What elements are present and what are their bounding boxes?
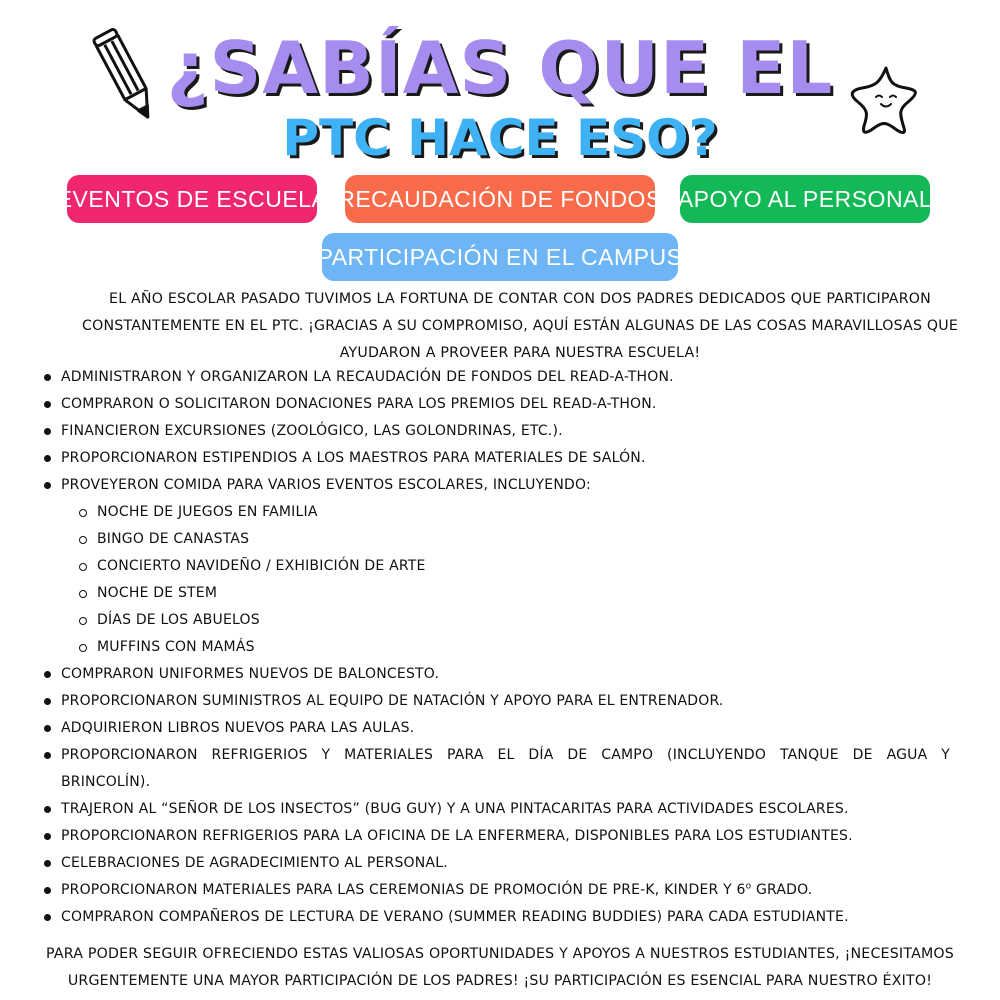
list-item: ADQUIRIERON LIBROS NUEVOS PARA LAS AULAS. [40, 715, 950, 742]
bullet-icon [44, 806, 51, 813]
list-item: ADMINISTRARON Y ORGANIZARON LA RECAUDACIÓN DE FONDOS DEL READ-A-THON. [40, 364, 950, 391]
sublist-item: DÍAS DE LOS ABUELOS [61, 607, 950, 634]
sublist-item: CONCIERTO NAVIDEÑO / EXHIBICIÓN DE ARTE [61, 553, 950, 580]
events-sublist [61, 499, 950, 661]
list-item: PROPORCIONARON SUMINISTROS AL EQUIPO DE NATACIÓN Y APOYO PARA EL ENTRENADOR. [40, 688, 950, 715]
bullet-icon [44, 887, 51, 894]
page-title: ¿SABÍAS QUE EL [166, 26, 834, 110]
list-item: COMPRARON O SOLICITARON DONACIONES PARA LOS PREMIOS DEL READ-A-THON. [40, 391, 950, 418]
bullet-icon [44, 698, 51, 705]
bullet-icon [44, 374, 51, 381]
closing-paragraph: PARA PODER SEGUIR OFRECIENDO ESTAS VALIOSAS OPORTUNIDADES Y APOYOS A NUESTROS ESTUDIANTES, ¡NECESITAMOS URGENTEMENTE UNA MAYOR PARTICIPACIÓN DE LOS PADRES! ¡SU PARTICIPACIÓN ES ESENCIAL PARA NUESTRO ÉXITO! [46, 946, 954, 989]
list-item: TRAJERON AL “SEÑOR DE LOS INSECTOS” (BUG GUY) Y A UNA PINTACARITAS PARA ACTIVIDADES ESCOLARES. [40, 796, 950, 823]
page-subtitle: PTC HACE ESO? [282, 109, 718, 167]
intro-paragraph: EL AÑO ESCOLAR PASADO TUVIMOS LA FORTUNA DE CONTAR CON DOS PADRES DEDICADOS QUE PARTICIPARON CONSTANTEMENTE EN EL PTC. ¡GRACIAS A SU COMPROMISO, AQUÍ ESTÁN ALGUNAS DE LAS COSAS MARAVILLOSAS QUE AYUDARON A PROVEER PARA NUESTRA ESCUELA! [82, 291, 958, 361]
list-item: PROPORCIONARON REFRIGERIOS PARA LA OFICINA DE LA ENFERMERA, DISPONIBLES PARA LOS ESTUDIANTES. [40, 823, 950, 850]
circle-bullet-icon [79, 590, 87, 598]
bullet-icon [44, 482, 51, 489]
bullet-icon [44, 725, 51, 732]
list-item: PROPORCIONARON REFRIGERIOS Y MATERIALES PARA EL DÍA DE CAMPO (INCLUYENDO TANQUE DE AGUA Y BRINCOLÍN). [40, 742, 950, 796]
circle-bullet-icon [79, 563, 87, 571]
circle-bullet-icon [79, 509, 87, 517]
list-item: CELEBRACIONES DE AGRADECIMIENTO AL PERSONAL. [40, 850, 950, 877]
circle-bullet-icon [79, 617, 87, 625]
list-item: COMPRARON UNIFORMES NUEVOS DE BALONCESTO. [40, 661, 950, 688]
list-item: PROPORCIONARON ESTIPENDIOS A LOS MAESTROS PARA MATERIALES DE SALÓN. [40, 445, 950, 472]
pill-recaudacion-de-fondos: RECAUDACIÓN DE FONDOS [345, 175, 655, 223]
bullet-icon [44, 833, 51, 840]
bullet-icon [44, 671, 51, 678]
list-item: PROVEYERON COMIDA PARA VARIOS EVENTOS ESCOLARES, INCLUYENDO: NOCHE DE JUEGOS EN FAMILIA BINGO DE CANASTAS CONCIERTO NAVIDEÑO / EXHIBICIÓN DE ARTE NOCHE DE STEM DÍAS DE LOS ABUELOS MUFFINS CON MAMÁS [40, 472, 950, 661]
circle-bullet-icon [79, 536, 87, 544]
circle-bullet-icon [79, 644, 87, 652]
list-item: PROPORCIONARON MATERIALES PARA LAS CEREMONIAS DE PROMOCIÓN DE PRE-K, KINDER Y 6$^o$ GRADO. [40, 877, 950, 904]
list-item: FINANCIERON EXCURSIONES (ZOOLÓGICO, LAS GOLONDRINAS, ETC.). [40, 418, 950, 445]
bullet-icon [44, 752, 51, 759]
bullet-icon [44, 401, 51, 408]
sublist-item: MUFFINS CON MAMÁS [61, 634, 950, 661]
sublist-item: NOCHE DE JUEGOS EN FAMILIA [61, 499, 950, 526]
bullet-icon [44, 455, 51, 462]
list-item: COMPRARON COMPAÑEROS DE LECTURA DE VERANO (SUMMER READING BUDDIES) PARA CADA ESTUDIANTE. [40, 904, 950, 931]
pill-participacion-en-el-campus: PARTICIPACIÓN EN EL CAMPUS [322, 233, 678, 281]
bullet-icon [44, 860, 51, 867]
accomplishments-list [40, 364, 950, 931]
pill-apoyo-al-personal: APOYO AL PERSONAL [680, 175, 930, 223]
bullet-icon [44, 428, 51, 435]
sublist-item: BINGO DE CANASTAS [61, 526, 950, 553]
sublist-item: NOCHE DE STEM [61, 580, 950, 607]
bullet-icon [44, 914, 51, 921]
pill-eventos-de-escuela: EVENTOS DE ESCUELA [67, 175, 317, 223]
